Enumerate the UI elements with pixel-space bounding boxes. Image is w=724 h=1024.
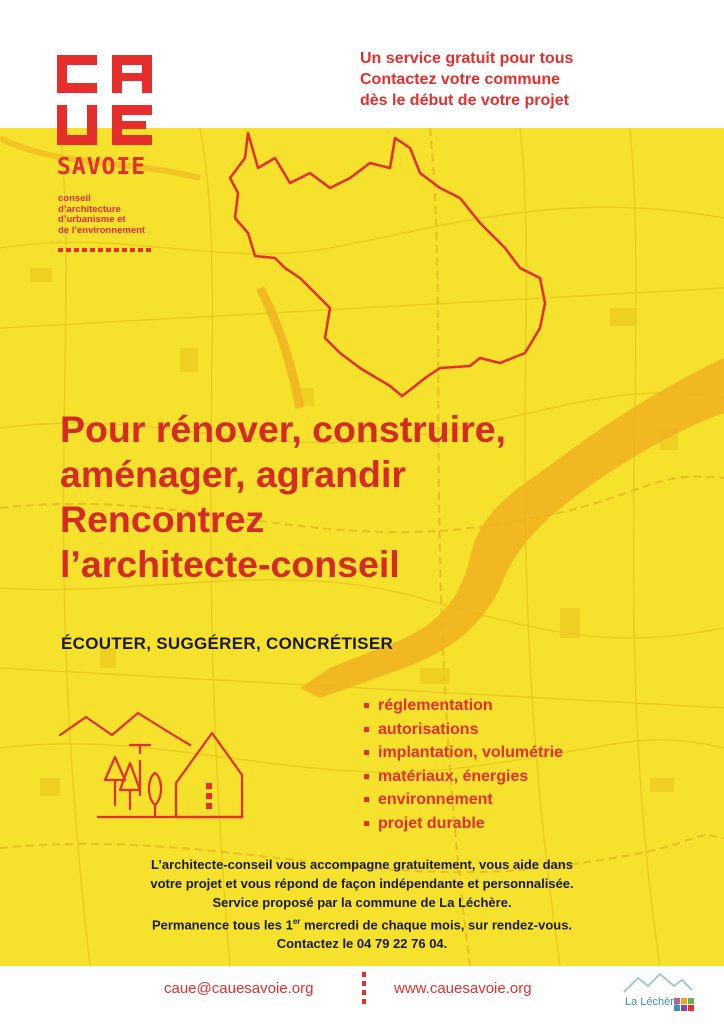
service-item [362,788,563,812]
bullet-icon [364,703,369,708]
service-label: autorisations [378,720,479,738]
service-label: environnement [378,791,493,808]
description-line: Service proposé par la commune de La Léchère. [212,895,512,910]
top-note-line: dès le début de votre projet [360,92,569,109]
bullet-icon [364,797,369,802]
service-label: matériaux, énergies [378,767,529,785]
ordinal-suffix: er [292,917,301,926]
brand-dotted-rule [58,248,152,252]
headline-line: Pour rénover, construire, [60,408,506,450]
headline-line: aménager, agrandir [60,453,406,495]
description-line [0,912,724,934]
bullet-icon [364,727,369,732]
partner-logo-text: La Léchère [625,996,681,1008]
service-label: projet durable [378,814,485,832]
brand-subtitle-line: de l’environnement [58,224,146,236]
bullet-icon [364,774,369,779]
email-link[interactable]: caue@cauesavoie.org [164,980,314,997]
top-note-line: Contactez votre commune [360,71,561,88]
permanence-text: Permanence tous les 1 [151,917,293,933]
top-note-line: Un service gratuit pour tous [360,50,574,67]
service-label: implantation, volumétrie [378,744,563,761]
contact-phone: Contactez le 04 79 22 76 04. [276,936,448,952]
footer-separator [362,972,366,1006]
services-list [362,694,563,835]
website-link[interactable]: www.cauesavoie.org [394,980,532,997]
brand-subtitle [58,194,178,236]
description-line: L’architecte-conseil vous accompagne gratuitement, vous aide dans [151,857,573,872]
brand-subtitle-line: d’architecture [58,203,121,215]
la-lechere-logo [622,970,694,1016]
description [0,855,724,953]
headline-line: l’architecte-conseil [60,543,400,585]
headline-line: Rencontrez [60,498,265,540]
service-item [362,812,563,836]
bullet-icon [364,750,369,755]
service-item [362,694,563,718]
brand-name: SAVOIE [57,154,147,180]
headline [60,407,680,587]
house-trees-icon [58,705,248,825]
caue-logo [57,55,157,150]
top-note [360,48,573,111]
service-item [362,718,563,742]
permanence-text-rest: mercredi de chaque mois, sur rendez-vous. [300,917,573,933]
brand-subtitle-line: conseil [58,193,91,204]
service-label: réglementation [378,697,493,714]
service-item [362,765,563,789]
service-item [362,741,563,765]
description-line: votre projet et vous répond de façon indépendante et personnalisée. [150,876,574,891]
brand-subtitle-line: d’urbanisme et [58,214,126,225]
bullet-icon [364,821,369,826]
tagline: ÉCOUTER, SUGGÉRER, CONCRÉTISER [61,634,394,653]
